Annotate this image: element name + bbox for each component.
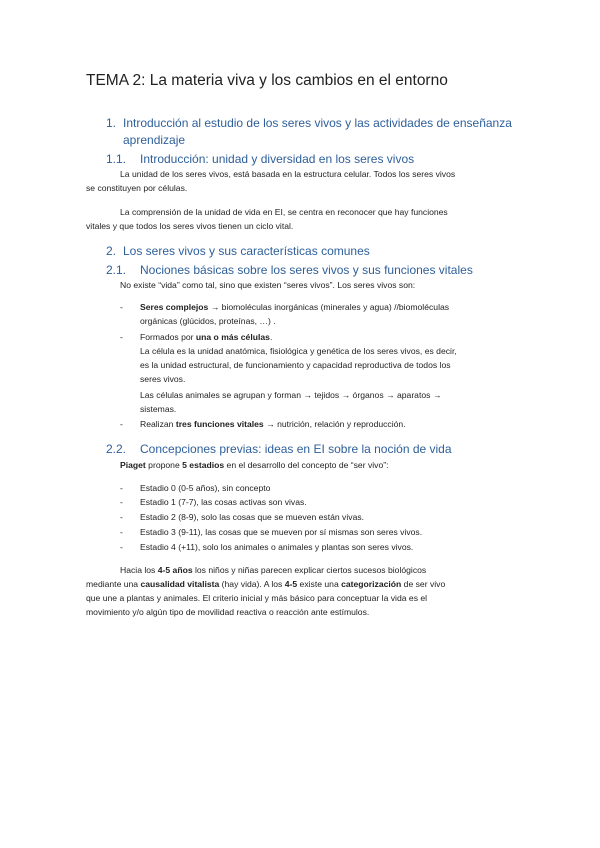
heading-text: Introducción al estudio de los seres vivos y las actividades de enseñanza xyxy=(123,116,512,130)
heading-number: 1.1. xyxy=(106,152,127,166)
paragraph-line xyxy=(120,459,389,472)
paragraph-line: se constituyen por células. xyxy=(86,183,188,193)
paragraph-text: propone xyxy=(145,460,183,470)
bold-term: tres funciones vitales xyxy=(175,419,264,429)
list-bullet-dash: - xyxy=(120,332,123,342)
list-item-text: Formados por xyxy=(140,332,196,342)
list-item-continued: sistemas. xyxy=(140,404,177,414)
list-item-text: . xyxy=(269,332,273,342)
bold-term: 4-5 años xyxy=(157,565,193,575)
paragraph-text: los niños y niñas parecen explicar ciertos sucesos biológicos xyxy=(192,565,427,575)
bold-term: 4-5 xyxy=(284,579,298,589)
list-item xyxy=(140,301,449,314)
list-bullet-dash: - xyxy=(120,542,123,552)
list-item xyxy=(140,418,406,431)
bold-term: Seres complejos xyxy=(140,302,209,312)
list-item-text: → biomoléculas inorgánicas (minerales y agua) //biomoléculas xyxy=(208,302,450,312)
list-bullet-dash: - xyxy=(120,302,123,312)
heading-text: Introducción: unidad y diversidad en los seres vivos xyxy=(140,152,415,166)
paragraph-line: La unidad de los seres vivos, está basada en la estructura celular. Todos los seres vivos xyxy=(120,169,456,179)
heading-text: Nociones básicas sobre los seres vivos y sus funciones vitales xyxy=(140,263,473,277)
list-item-continued: es la unidad estructural, de funcionamiento y capacidad reproductiva de todos los xyxy=(140,360,451,370)
heading-number: 1. xyxy=(106,116,117,130)
list-item: Estadio 1 (7-7), las cosas activas son vivas. xyxy=(140,497,307,507)
list-bullet-dash: - xyxy=(120,527,123,537)
list-bullet-dash: - xyxy=(120,497,123,507)
list-item: Estadio 0 (0-5 años), sin concepto xyxy=(140,483,271,493)
bold-term: categorización xyxy=(341,579,402,589)
paragraph-text: de ser vivo xyxy=(401,579,446,589)
list-item xyxy=(140,331,272,344)
heading-number: 2. xyxy=(106,244,117,258)
bold-term: 5 estadios xyxy=(182,460,225,470)
paragraph-line xyxy=(86,578,445,591)
list-item-continued: orgánicas (glúcidos, proteínas, …) . xyxy=(140,316,276,326)
paragraph-line xyxy=(120,564,426,577)
list-item-continued: Las células animales se agrupan y forman → tejidos → órganos → aparatos → xyxy=(140,390,442,400)
bold-term: Piaget xyxy=(120,460,146,470)
heading-number: 2.2. xyxy=(106,442,127,456)
heading-text-continued: aprendizaje xyxy=(123,133,186,147)
heading-text: Los seres vivos y sus características comunes xyxy=(123,244,370,258)
list-bullet-dash: - xyxy=(120,483,123,493)
list-item-continued: seres vivos. xyxy=(140,374,186,384)
list-item-continued: La célula es la unidad anatómica, fisiológica y genética de los seres vivos, es decir, xyxy=(140,346,457,356)
paragraph-line: La comprensión de la unidad de vida en EI, se centra en reconocer que hay funciones xyxy=(120,207,448,217)
paragraph-text: mediante una xyxy=(86,579,141,589)
bold-term: causalidad vitalista xyxy=(140,579,220,589)
paragraph-line: vitales y que todos los seres vivos tienen un ciclo vital. xyxy=(86,221,294,231)
list-item: Estadio 2 (8-9), solo las cosas que se mueven están vivas. xyxy=(140,512,365,522)
paragraph-text: en el desarrollo del concepto de “ser vivo”: xyxy=(224,460,389,470)
list-item-text: Realizan xyxy=(140,419,176,429)
paragraph-line: No existe “vida” como tal, sino que existen “seres vivos”. Los seres vivos son: xyxy=(120,280,416,290)
list-item-text: → nutrición, relación y reproducción. xyxy=(263,419,406,429)
document-title: TEMA 2: La materia viva y los cambios en el entorno xyxy=(86,72,448,89)
heading-number: 2.1. xyxy=(106,263,127,277)
bold-term: una o más células xyxy=(195,332,270,342)
list-bullet-dash: - xyxy=(120,512,123,522)
paragraph-text: existe una xyxy=(297,579,342,589)
paragraph-text: (hay vida). A los xyxy=(219,579,285,589)
list-bullet-dash: - xyxy=(120,419,123,429)
paragraph-text: Hacia los xyxy=(120,565,158,575)
paragraph-line: movimiento y/o algún tipo de movilidad reactiva o reacción ante estímulos. xyxy=(86,607,370,617)
list-item: Estadio 4 (+11), solo los animales o animales y plantas son seres vivos. xyxy=(140,542,414,552)
paragraph-line: que une a plantas y animales. El criterio inicial y más básico para conceptuar la vida es el xyxy=(86,593,428,603)
heading-text: Concepciones previas: ideas en EI sobre la noción de vida xyxy=(140,442,452,456)
list-item: Estadio 3 (9-11), las cosas que se mueven por sí mismas son seres vivos. xyxy=(140,527,423,537)
